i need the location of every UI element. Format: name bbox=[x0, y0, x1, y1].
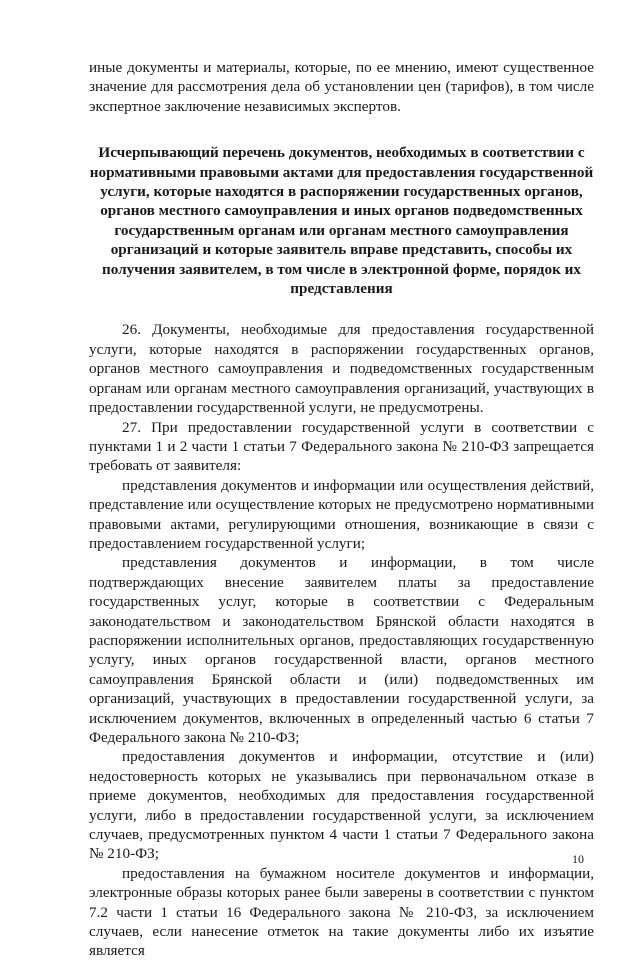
paragraph-26: 26. Документы, необходимые для предоставления государственной услуги, которые находятся в распоряжении государственных органов, органов местного самоуправления и подведомственных государственным органам или органам местного самоуправления организаций, участвующих в предоставлении государственной услуги, не предусмотрены. bbox=[89, 321, 594, 417]
intro-paragraph: иные документы и материалы, которые, по ее мнению, имеют существенное значение для рассмотрения дела об установлении цен (тарифов), в том числе экспертное заключение независимых экспертов. bbox=[89, 59, 594, 115]
list-item-requirement-4: предоставления на бумажном носителе документов и информации, электронные образы которых ранее были заверены в соответствии с пунктом 7.2 части 1 статьи 16 Федерального закона № 210-ФЗ, за исключением случаев, если нанесение отметок на такие документы либо их изъятие является bbox=[89, 864, 594, 960]
section-heading: Исчерпывающий перечень документов, необходимых в соответствии с нормативными правовыми актами для предоставления государственной услуги, которые находятся в распоряжении государственных органов, органов местного самоуправления и иных органов подведомственных государственным органам или органам местного самоуправления организаций и которые заявитель вправе представить, способы их получения заявителем, в том числе в электронной форме, порядок их представления bbox=[89, 144, 594, 298]
page-number: 10 bbox=[572, 852, 584, 866]
document-page bbox=[89, 58, 594, 961]
list-item-requirement-2: представления документов и информации, в том числе подтверждающих внесение заявителем платы за предоставление государственных услуг, которые в соответствии с Федеральным законодательством и законодательством Брянской области находятся в распоряжении исполнительных органов, предоставляющих государственную услугу, иных органов государственной власти, органов местного самоуправления Брянской области и (или) подведомственных им организаций, участвующих в предоставлении государственной услуги, за исключением документов, включенных в определенный частью 6 статьи 7 Федерального закона № 210-ФЗ; bbox=[89, 554, 594, 746]
paragraph-27: 27. При предоставлении государственной услуги в соответствии с пунктами 1 и 2 части 1 статьи 7 Федерального закона № 210-ФЗ запрещается требовать от заявителя: bbox=[89, 418, 594, 475]
list-item-requirement-3: предоставления документов и информации, отсутствие и (или) недостоверность которых не указывались при первоначальном отказе в приеме документов, необходимых для предоставления государственной услуги, либо в предоставлении государственной услуги, за исключением случаев, предусмотренных пунктом 4 части 1 статьи 7 Федерального закона № 210-ФЗ; bbox=[89, 748, 594, 863]
list-item-requirement-1: представления документов и информации или осуществления действий, представление или осуществление которых не предусмотрено нормативными правовыми актами, регулирующими отношения, возникающие в связи с предоставлением государственной услуги; bbox=[89, 476, 594, 552]
